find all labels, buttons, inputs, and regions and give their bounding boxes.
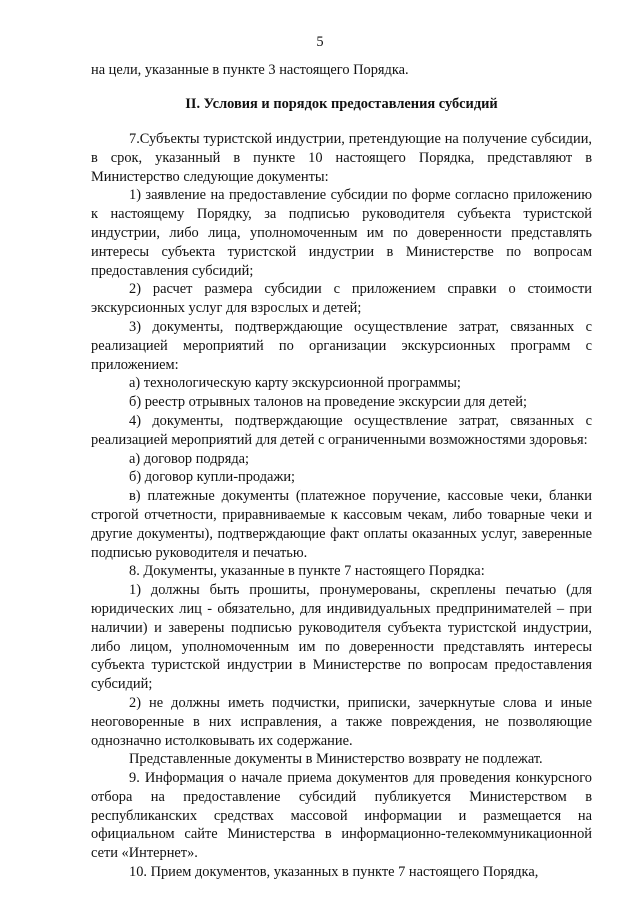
paragraph-7-3-a: а) технологическую карту экскурсионной программы; [129,375,461,392]
paragraph-7-4: 4) документы, подтверждающие осуществление затрат, связанных с реализацией мероприятий для детей с ограниченными возможностями здоровья: [91,412,592,448]
paragraph-7-4-b: б) договор купли-продажи; [129,469,296,486]
paragraph-7-3-b: б) реестр отрывных талонов на проведение экскурсии для детей; [129,394,527,411]
paragraph-7-4-v: в) платежные документы (платежное поручение, кассовые чеки, бланки строгой отчетности, приравниваемые к кассовым чекам, либо товарные чеки и другие документы), подтверждающие факт оплаты оказанных услуг, заверенные подписью руководителя и печатью. [91,488,592,561]
lead-line: на цели, указанные в пункте 3 настоящего Порядка. [91,62,409,78]
paragraph-7-4-a: а) договор подряда; [129,450,250,467]
paragraph-8-1: 1) должны быть прошиты, пронумерованы, скреплены печатью (для юридических лиц - обязательно, для индивидуальных предпринимателей – при наличии) и заверены подписью руководителя субъекта туристской индустрии, либо лицом, уполномоченным им по доверенности представлять интересы субъекта туристской индустрии в Министерстве по вопросам предоставления субсидий; [91,582,592,693]
page-number: 5 [316,34,324,50]
paragraph-8-2: 2) не должны иметь подчистки, приписки, зачеркнутые слова и иные неоговоренные в них исправления, а также повреждения, не позволяющие однозначно истолковывать их содержание. [91,694,592,749]
paragraph-7: 7.Субъекты туристской индустрии, претендующие на получение субсидии, в срок, указанный в пункте 10 настоящего Порядка, представляют в Министерство следующие документы: [91,131,592,185]
paragraph-9: 9. Информация о начале приема документов для проведения конкурсного отбора на предоставление субсидий публикуется Министерством в республиканских средствах массовой информации и размещается на официальном сайте Министерства в информационно-телекоммуникационной сети «Интернет». [91,770,592,862]
section-heading: II. Условия и порядок предоставления субсидий [185,96,498,112]
document-body [91,130,592,882]
paragraph-8-note: Представленные документы в Министерство возврату не подлежат. [129,751,543,768]
paragraph-7-3: 3) документы, подтверждающие осуществление затрат, связанных с реализацией мероприятий по организации экскурсионных программ с приложением: [91,318,592,373]
paragraph-10: 10. Прием документов, указанных в пункте 7 настоящего Порядка, [129,864,539,881]
paragraph-7-2: 2) расчет размера субсидии с приложением справки о стоимости экскурсионных услуг для взрослых и детей; [91,281,592,317]
paragraph-8: 8. Документы, указанные в пункте 7 настоящего Порядка: [129,563,485,580]
paragraph-7-1: 1) заявление на предоставление субсидии по форме согласно приложению к настоящему Порядку, за подписью руководителя субъекта туристской индустрии, либо лица, уполномоченным им по доверенности представлять интересы субъекта туристской индустрии в Министерстве по вопросам предоставления субсидий; [91,187,592,279]
